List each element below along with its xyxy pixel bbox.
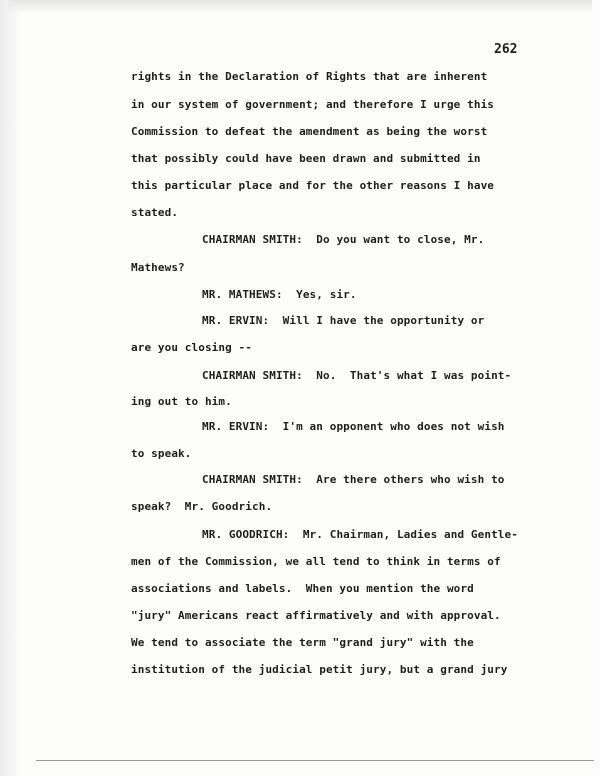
text-line: are you closing -- [131, 341, 253, 354]
text-line: institution of the judicial petit jury, but a grand jury [131, 663, 508, 676]
text-line: associations and labels. When you mention the word [131, 582, 474, 595]
text-line: Mathews? [131, 261, 185, 274]
page-number: 262 [494, 42, 518, 57]
text-line: "jury" Americans react affirmatively and with approval. [131, 609, 501, 622]
text-line: speak? Mr. Goodrich. [131, 500, 273, 513]
text-line: in our system of government; and therefore I urge this [131, 98, 495, 111]
scan-top-shadow [8, 0, 592, 14]
text-line: this particular place and for the other reasons I have [131, 179, 495, 192]
text-line: stated. [131, 206, 179, 219]
speaker-line: MR. ERVIN: I'm an opponent who does not wish [202, 420, 505, 433]
text-line: rights in the Declaration of Rights that are inherent [131, 70, 488, 83]
text-line: that possibly could have been drawn and submitted in [131, 152, 481, 165]
speaker-line: MR. ERVIN: Will I have the opportunity or [202, 314, 485, 327]
bottom-rule [36, 760, 594, 761]
text-line: Commission to defeat the amendment as being the worst [131, 125, 488, 138]
speaker-line: MR. GOODRICH: Mr. Chairman, Ladies and Gentle- [202, 528, 518, 541]
text-line: men of the Commission, we all tend to think in terms of [131, 555, 501, 568]
text-line: to speak. [131, 447, 192, 460]
speaker-line: MR. MATHEWS: Yes, sir. [202, 288, 357, 301]
text-line: ing out to him. [131, 395, 232, 408]
speaker-line: CHAIRMAN SMITH: No. That's what I was point- [202, 369, 512, 382]
speaker-line: CHAIRMAN SMITH: Do you want to close, Mr. [202, 233, 485, 246]
scan-left-edge [0, 0, 22, 776]
speaker-line: CHAIRMAN SMITH: Are there others who wish to [202, 473, 505, 486]
text-line: We tend to associate the term "grand jury" with the [131, 636, 474, 649]
